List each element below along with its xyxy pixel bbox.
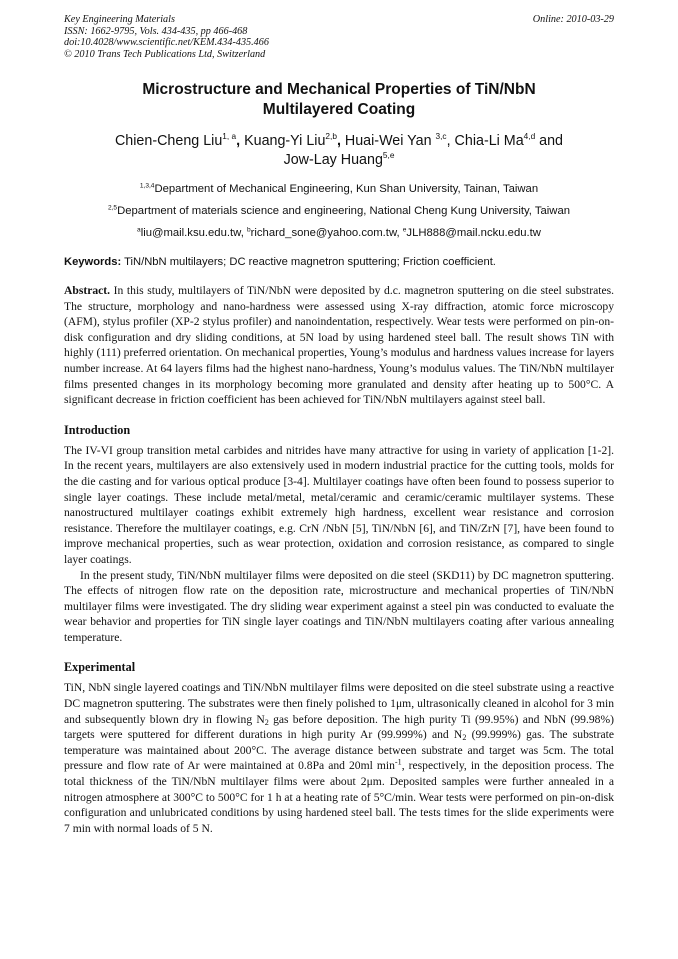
superscript: -1 — [394, 757, 402, 767]
experimental-text: TiN, NbN single layered coatings and TiN/NbN multilayer films were deposited on die steel substrate using a reactive DC magnetron sputtering. The substrates were then finely polished to 1μm, ultrasonically cleaned in alcohol for 3 min and subsequently blown dry in flowing N — [64, 681, 614, 726]
abstract-text: In this study, multilayers of TiN/NbN were deposited by d.c. magnetron sputtering on die steel substrates. The structure, morphology and nano-hardness were assessed using X-ray diffraction, atomic force microscopy (AFM), stylus profiler (XP-2 stylus profiler) and nanoindentation, respectively. Wear tests were performed on pin-on-disk configuration and dry sliding conditions, at 5N load by using hardened steel ball. The result shows TiN with highly (111) preferred orientation. On mechanical properties, Young’s modulus and hardness values increase for layers number increase. At 64 layers films had the highest nano-hardness, Young’s modulus values. The TiN/NbN multilayer films presented changes in its morphology becoming more granulated and density after heating up to 500°C. A significant decrease in friction coefficient has been achieved for TiN/NbN multilayers against steel ball. — [64, 284, 615, 407]
author-separator: , — [446, 133, 451, 149]
email-list — [64, 226, 614, 240]
keywords-label: Keywords: — [64, 256, 122, 268]
email-mark: e — [402, 226, 407, 234]
affiliation-text: Department of materials science and engineering, National Cheng Kung University, Taiwan — [117, 205, 571, 217]
author-list — [64, 132, 614, 170]
email-text: JLH888@mail.ncku.edu.tw — [406, 227, 541, 239]
email-mark: b — [246, 226, 251, 234]
introduction-paragraph-2: In the present study, TiN/NbN multilayer films were deposited on die steel (SKD11) by DC magnetron sputtering. The effects of nitrogen flow rate on the deposition rate, microstructure and mechanical properties of TiN/NbN multilayer films were investigated. The dry sliding wear experiment against a steel pin was conducted to evaluate the wear behavior and properties for TiN single layer coatings and TiN/NbN multilayers coating after various annealing temperature. — [64, 568, 614, 644]
author-affiliation-mark: 3,c — [435, 131, 447, 142]
author-name: Chien-Cheng Liu — [114, 133, 223, 149]
author-name: Huai-Wei Yan — [344, 133, 432, 149]
email-text: liu@mail.ksu.edu.tw, — [140, 227, 247, 239]
keywords — [64, 255, 614, 269]
affiliation-mark: 2,5 — [107, 204, 118, 212]
author-separator: and — [535, 133, 564, 149]
author-separator: , — [336, 133, 341, 149]
author-name: Chia-Li Ma — [454, 133, 524, 149]
issn-line: ISSN: 1662-9795, Vols. 434-435, pp 466-468 — [64, 25, 248, 37]
author-line-2 — [64, 151, 614, 170]
keywords-text: TiN/NbN multilayers; DC reactive magnetron sputtering; Friction coefficient. — [121, 256, 496, 268]
author-separator: , — [236, 133, 241, 149]
subscript: 2 — [462, 733, 467, 743]
author-name: Kuang-Yi Liu — [244, 133, 326, 149]
author-affiliation-mark: 4,d — [523, 131, 536, 142]
introduction-paragraph-1: The IV-VI group transition metal carbides and nitrides have many attractive for using in variety of application [1-2]. In the recent years, multilayers are also extensively used in modern industrial practice for the cutting tools, molds for the die casting and for various optical produce [3-4]. Multilayer coatings have often been found to possess superior to single layer coatings. These include metal/metal, metal/ceramic and ceramic/ceramic multilayer systems. These nanostructured multilayer coatings exhibit extremely high hardness, excellent wear resistance and corrosion resistance. Therefore the multilayer coatings, e.g. CrN /NbN [5], TiN/NbN [6], and TiN/ZrN [7], have been found to improve mechanical properties, such as wear protection, oxidation and corrosion resistance, as compared to single layer coatings. — [64, 443, 614, 566]
email-text: richard_sone@yahoo.com.tw, — [250, 227, 403, 239]
abstract-label: Abstract. — [64, 284, 111, 297]
author-affiliation-mark: 5,e — [382, 150, 395, 161]
email-mark: a — [137, 226, 141, 234]
journal-name: Key Engineering Materials — [64, 14, 175, 25]
experimental-heading: Experimental — [64, 660, 136, 675]
copyright-line: © 2010 Trans Tech Publications Ltd, Switzerland — [64, 48, 266, 60]
introduction-heading: Introduction — [64, 422, 131, 437]
journal-header — [64, 14, 614, 60]
experimental-text: , respectively, in the deposition process. The total thickness of the TiN/NbN multilayer films were about 2μm. Deposited samples were further annealed in a nitrogen atmosphere at 300°C to 500°C for 1 h at a heating rate of 5°C/min. Wear tests were performed on pin-on-disk configuration and unlubricated conditions by using hardened steel ball. The tests times for the slide experiments were 7 min with normal loads of 5 N. — [64, 759, 614, 835]
abstract — [64, 283, 614, 408]
experimental-text: (99.999%) gas. The substrate temperature was maintained about 200°C. The average distance between substrate and target was 5cm. The total pressure and flow rate of Ar were maintained at 0.8Pa and 20ml min — [64, 728, 614, 773]
title-line-2: Multilayered Coating — [262, 101, 416, 118]
affiliation-mark: 1,3,4 — [139, 182, 155, 190]
author-affiliation-mark: 2,b — [325, 131, 337, 142]
experimental-paragraph — [64, 680, 614, 836]
author-line-1 — [64, 132, 614, 151]
affiliation-2 — [64, 204, 614, 218]
affiliation-1 — [64, 182, 614, 196]
paper-title — [84, 80, 594, 120]
subscript: 2 — [264, 717, 269, 727]
author-name: Jow-Lay Huang — [283, 152, 383, 168]
experimental-text: gas before deposition. The high purity Ti (99.95%) and NbN (99.98%) targets were sputtered for different durations in high purity Ar (99.999%) and N — [64, 712, 614, 742]
affiliation-text: Department of Mechanical Engineering, Kun Shan University, Tainan, Taiwan — [154, 183, 539, 195]
doi-line: doi:10.4028/www.scientific.net/KEM.434-435.466 — [64, 37, 269, 48]
author-affiliation-mark: 1, a — [222, 131, 237, 142]
title-line-1: Microstructure and Mechanical Properties of TiN/NbN — [142, 81, 536, 98]
online-date: Online: 2010-03-29 — [532, 14, 614, 25]
